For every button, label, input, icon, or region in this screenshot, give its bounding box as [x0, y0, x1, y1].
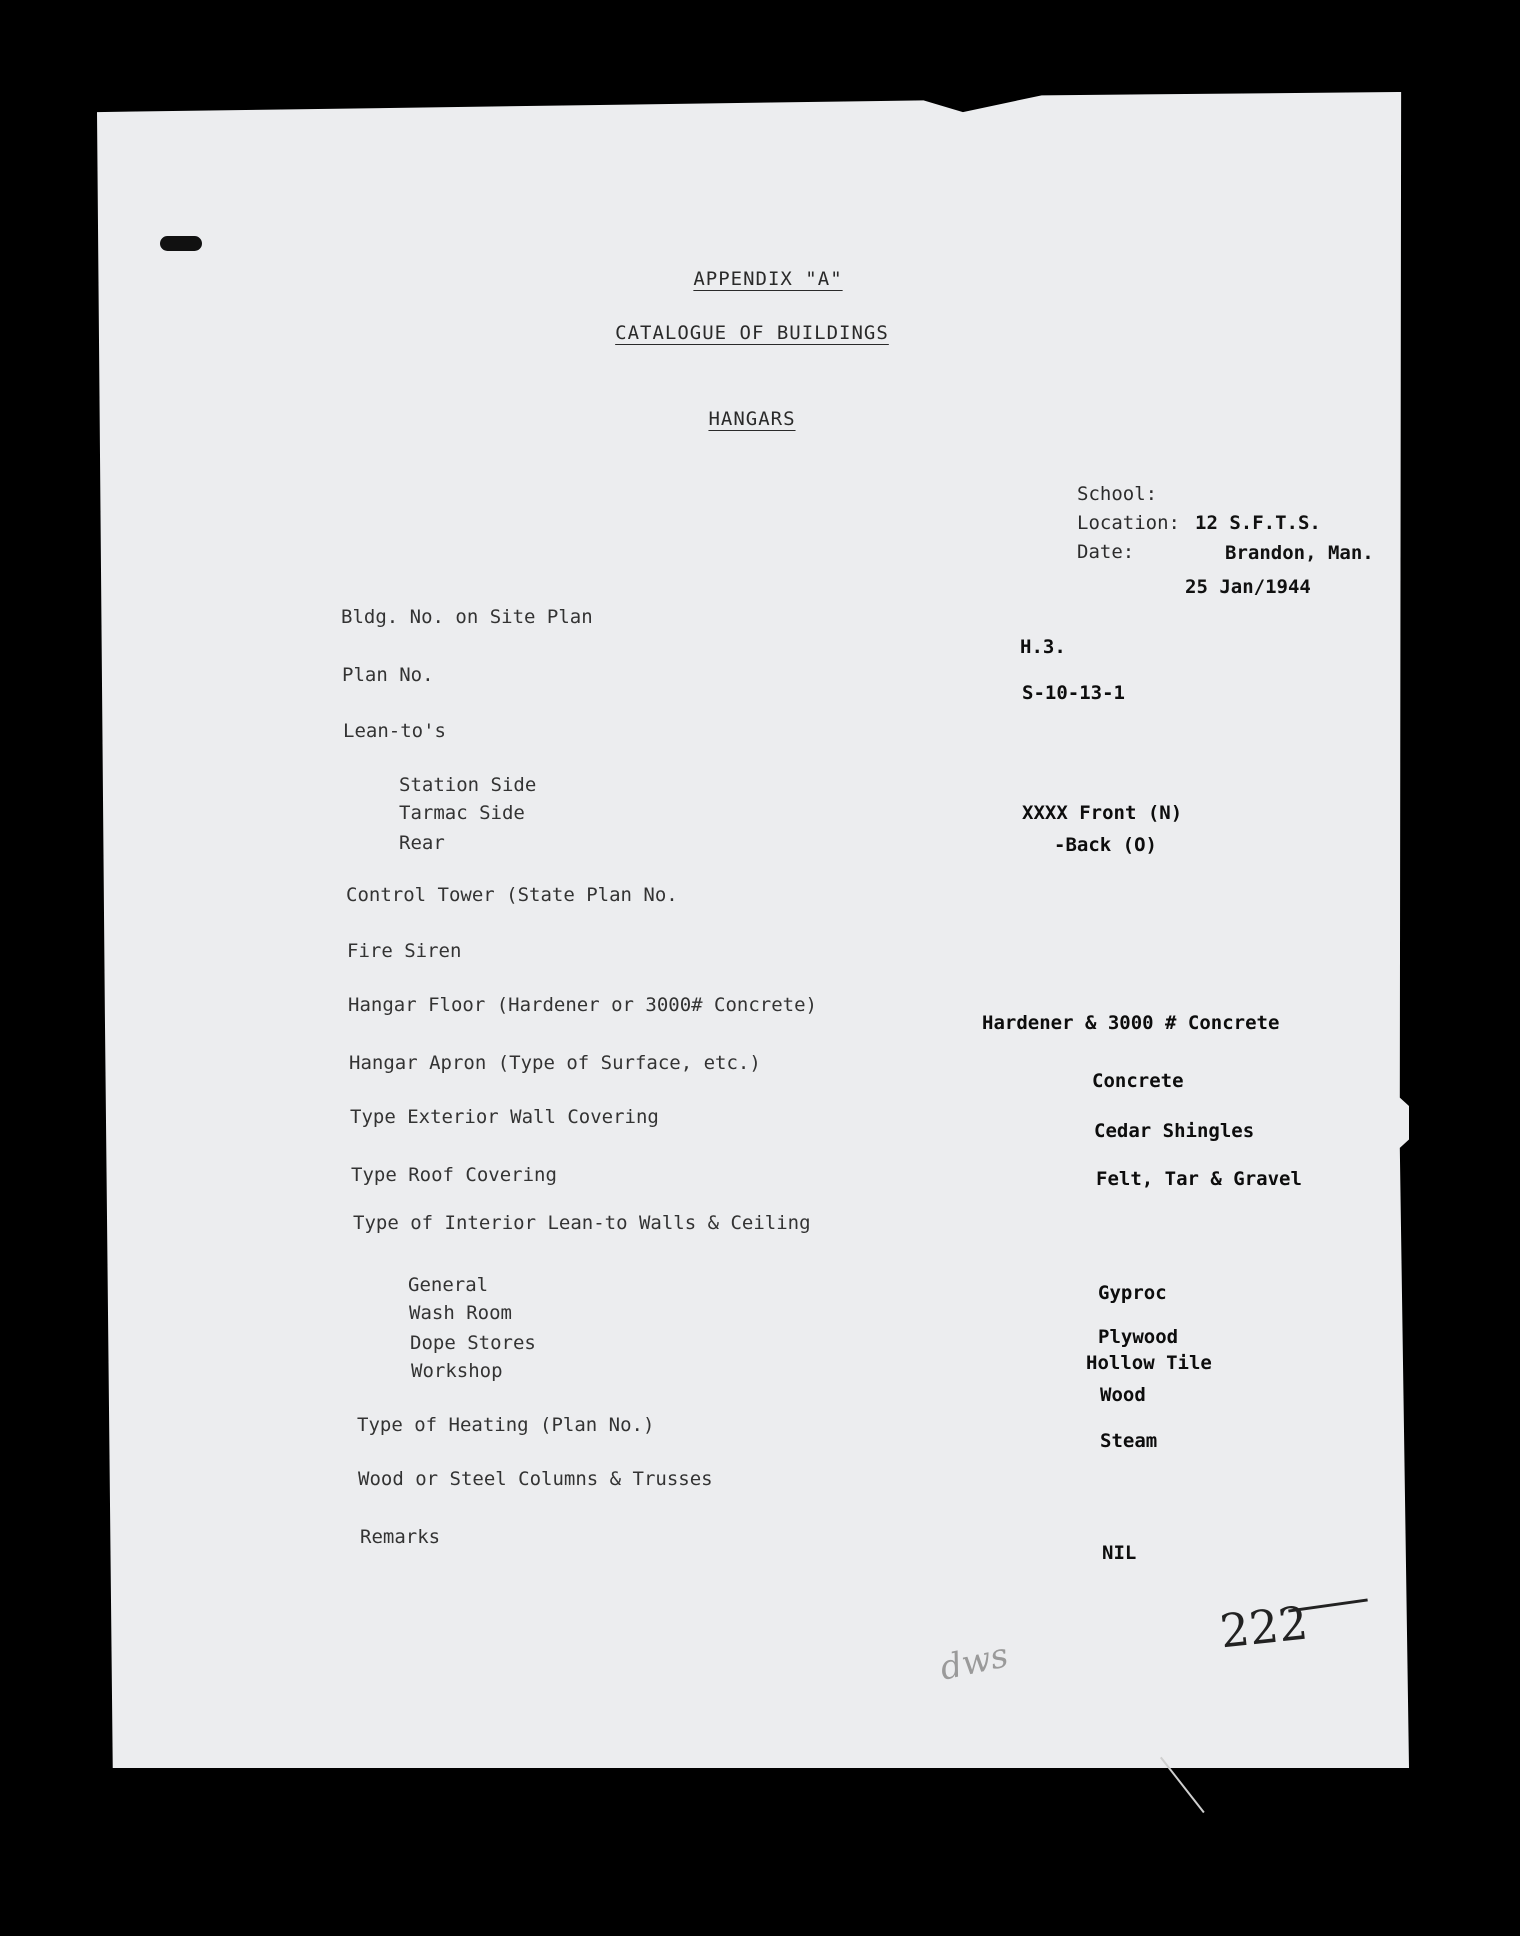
row-value: Hardener & 3000 # Concrete	[982, 1012, 1280, 1034]
row-label: Hangar Floor (Hardener or 3000# Concrete)	[348, 994, 817, 1016]
row-value: -Back (O)	[1054, 834, 1157, 856]
location-value: Brandon, Man.	[1225, 542, 1374, 564]
section-heading: HANGARS	[708, 408, 796, 430]
row-value: Wood	[1100, 1384, 1146, 1406]
school-value: 12 S.F.T.S.	[1195, 512, 1321, 534]
catalogue-heading: CATALOGUE OF BUILDINGS	[615, 322, 889, 344]
row-value: Hollow Tile	[1086, 1352, 1212, 1374]
row-label: Lean-to's	[343, 720, 446, 742]
row-label: Workshop	[411, 1360, 503, 1382]
row-value: NIL	[1102, 1542, 1137, 1564]
row-label: General	[408, 1274, 489, 1296]
row-label: Type Exterior Wall Covering	[350, 1106, 659, 1128]
handwritten-page-number: 222	[1217, 1595, 1311, 1659]
date-value: 25 Jan/1944	[1185, 576, 1311, 598]
ink-blot	[160, 236, 202, 251]
row-value: Plywood	[1098, 1326, 1179, 1348]
row-label: Wash Room	[409, 1302, 512, 1324]
row-label: Control Tower (State Plan No.	[346, 884, 678, 906]
row-value: XXXX Front (N)	[1022, 802, 1183, 824]
location-label: Location:	[1077, 512, 1180, 534]
row-label: Dope Stores	[410, 1332, 536, 1354]
row-label: Type of Heating (Plan No.)	[357, 1414, 655, 1436]
row-value: Gyproc	[1098, 1282, 1167, 1304]
handwritten-initials: dws	[936, 1635, 1012, 1689]
row-label: Rear	[399, 832, 445, 854]
row-value: Concrete	[1092, 1070, 1184, 1092]
row-label: Hangar Apron (Type of Surface, etc.)	[349, 1052, 761, 1074]
date-label: Date:	[1077, 541, 1135, 563]
row-label: Fire Siren	[347, 940, 462, 962]
row-label: Type of Interior Lean-to Walls & Ceiling	[353, 1212, 811, 1234]
row-label: Wood or Steel Columns & Trusses	[358, 1468, 713, 1490]
row-value: Steam	[1100, 1430, 1158, 1452]
row-label: Tarmac Side	[399, 802, 525, 824]
row-label: Bldg. No. on Site Plan	[341, 606, 593, 628]
header-labels	[1077, 480, 1180, 567]
appendix-heading: APPENDIX "A"	[693, 268, 843, 290]
row-value: S-10-13-1	[1022, 682, 1125, 704]
row-value: H.3.	[1020, 636, 1066, 658]
school-label: School:	[1077, 483, 1158, 505]
row-label: Remarks	[360, 1526, 441, 1548]
row-label: Type Roof Covering	[351, 1164, 557, 1186]
row-label: Station Side	[399, 774, 537, 796]
row-value: Cedar Shingles	[1094, 1120, 1255, 1142]
row-label: Plan No.	[342, 664, 434, 686]
row-value: Felt, Tar & Gravel	[1096, 1168, 1302, 1190]
